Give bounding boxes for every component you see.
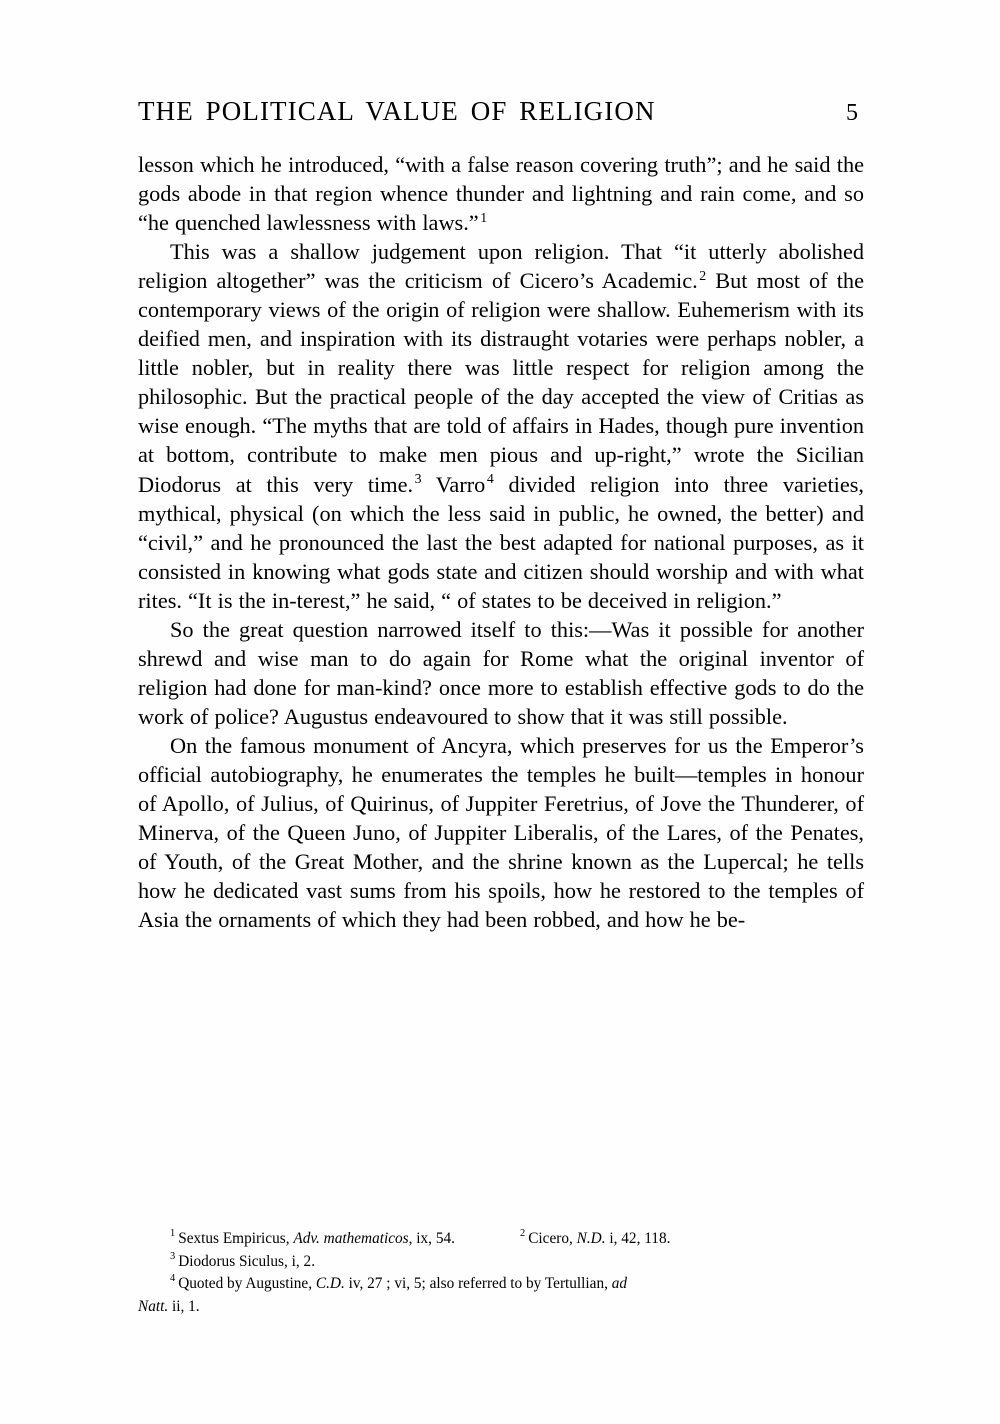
footnote-title-italic: Natt. <box>138 1297 169 1315</box>
page-number: 5 <box>846 100 858 126</box>
footnote-marker-1: 1 <box>170 1228 176 1240</box>
footnote-title-italic: ad <box>611 1275 628 1293</box>
footnote-marker-4: 4 <box>170 1273 176 1285</box>
footnote-row-1-2 <box>138 1228 864 1251</box>
footnote-1: $^1$ Sextus Empiricus, Adv. mathematicos, ix, 54. <box>170 1228 455 1247</box>
footnote-3: $^3$ Diodorus Siculus, i, 2. <box>170 1250 316 1270</box>
footnote-marker-3: 3 <box>170 1250 176 1262</box>
footnote-marker-2: 2 <box>520 1228 526 1240</box>
footnote-title-italic: Adv. mathematicos <box>293 1230 409 1247</box>
footnote-4: $^4$ Quoted by Augustine, C.D. iv, 27 ; vi, 5; also referred to by Tertullian, ad <box>170 1273 628 1293</box>
paragraph-2: This was a shallow judgement upon religion. That “it utterly abolished religion altogether” was the criticism of Cicero’s Academic. $^2$ But most of the contemporary views of the origin of religion were shallow. Euhemerism with its deified men, and inspiration with its distraught votaries were perhaps nobler, a little nobler, but in reality there was little respect for religion among the philosophic. But the practical people of the day accepted the view of Critias as wise enough. “The myths that are told of affairs in Hades, though pure invention at bottom, contribute to make men pious and up-right,” wrote the Sicilian Diodorus at this very time. $^3$ Varro $^4$ divided religion into three varieties, mythical, physical (on which the less said in public, he owned, the better) and “civil,” and he pronounced the last the best adapted for national purposes, as it consisted in knowing what gods state and citizen should worship and with what rites. “It is the in-terest,” he said, “ of states to be deceived in religion.” <box>138 239 864 613</box>
paragraph-3: So the great question narrowed itself to this:—Was it possible for another shrewd and wise man to do again for Rome what the original inventor of religion had done for man-kind? once more to establish effective gods to do the work of police? Augustus endeavoured to show that it was still possible. <box>138 616 864 729</box>
paragraph-1: lesson which he introduced, “with a false reason covering truth”; and he said the gods abode in that region whence thunder and lightning and rain come, and so “he quenched lawlessness with laws.” $^1$ <box>138 152 864 236</box>
footnote-block <box>138 1228 864 1318</box>
footnote-2: $^2$ Cicero, N.D. i, 42, 118. <box>520 1228 671 1247</box>
paragraph-4: On the famous monument of Ancyra, which preserves for us the Emperor’s official autobiography, he enumerates the temples he built—temples in honour of Apollo, of Julius, of Quirinus, of Juppiter Feretrius, of Jove the Thunderer, of Minerva, of the Queen Juno, of Juppiter Liberalis, of the Lares, of the Penates, of Youth, of the Great Mother, and the shrine known as the Lupercal; he tells how he dedicated vast sums from his spoils, how he restored to the temples of Asia the ornaments of which they had been robbed, and how he be- <box>138 732 864 933</box>
footnote-4-continuation: Natt. ii, 1. <box>138 1297 200 1315</box>
footnote-reference-2[interactable]: 2 <box>699 267 707 283</box>
footnote-title-italic: N.D. <box>576 1230 606 1247</box>
body-text <box>138 150 864 934</box>
footnote-reference-1[interactable]: 1 <box>480 209 488 225</box>
footnote-reference-3[interactable]: 3 <box>414 470 422 486</box>
footnote-title-italic: C.D. <box>315 1275 345 1293</box>
page-title: THE POLITICAL VALUE OF RELIGION <box>138 96 656 126</box>
footnote-reference-4[interactable]: 4 <box>486 470 494 486</box>
running-head <box>138 96 862 130</box>
